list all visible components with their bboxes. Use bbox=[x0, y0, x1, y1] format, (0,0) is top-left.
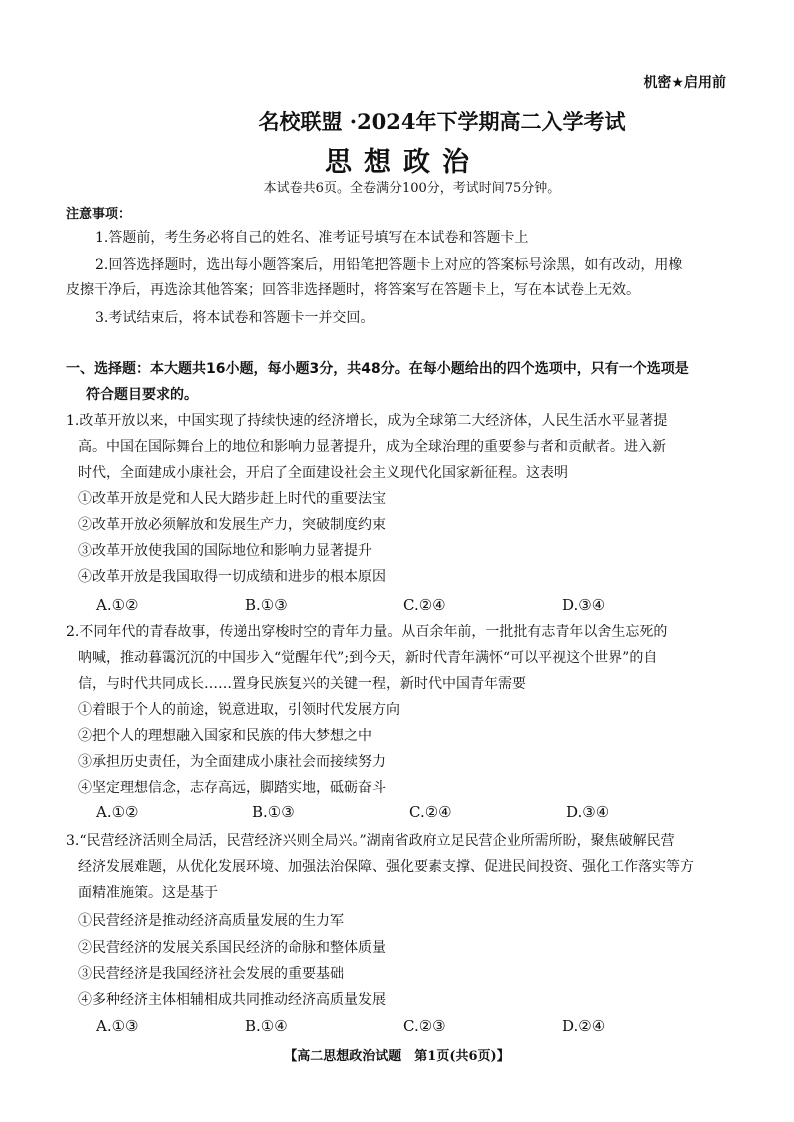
option-c[interactable]: C.②④ bbox=[409, 803, 452, 821]
option-c[interactable]: C.②④ bbox=[403, 596, 446, 614]
option-c[interactable]: C.②③ bbox=[403, 1017, 446, 1035]
notice-item: 3.考试结束后，将本试卷和答题卡一并交回。 bbox=[95, 310, 375, 326]
option-b[interactable]: B.①③ bbox=[252, 803, 295, 821]
confidential-label: 机密★启用前 bbox=[643, 75, 726, 91]
option-b[interactable]: B.①④ bbox=[245, 1017, 288, 1035]
question-stem: 3.“民营经济活则全局活，民营经济兴则全局兴。”湖南省政府立足民营企业所需所盼，聚焦破解民营 bbox=[66, 833, 675, 849]
statement: ②把个人的理想融入国家和民族的伟大梦想之中 bbox=[78, 728, 372, 744]
option-a[interactable]: A.①② bbox=[96, 803, 139, 821]
question-stem: 时代，全面建成小康社会，开启了全面建设社会主义现代化国家新征程。这表明 bbox=[78, 465, 568, 481]
statement: ④坚定理想信念，志存高远，脚踏实地，砥砺奋斗 bbox=[78, 780, 386, 796]
option-d[interactable]: D.③④ bbox=[566, 803, 610, 821]
question-stem: 2.不同年代的青春故事，传递出穿梭时空的青年力量。从百余年前，一批批有志青年以舍生忘死的 bbox=[66, 624, 668, 640]
notice-item: 皮擦干净后，再选涂其他答案；回答非选择题时，将答案写在答题卡上，写在本试卷上无效。 bbox=[66, 282, 640, 298]
question-stem: 呐喊，推动暮霭沉沉的中国步入“觉醒年代”;到今天，新时代青年满怀“可以平视这个世界”的自 bbox=[78, 650, 658, 666]
subject-title: 思想政治 bbox=[325, 147, 481, 178]
statement: ③承担历史责任，为全面建成小康社会而接续努力 bbox=[78, 754, 386, 770]
question-stem: 信，与时代共同成长……置身民族复兴的关键一程，新时代中国青年需要 bbox=[78, 676, 526, 692]
statement: ④改革开放是我国取得一切成绩和进步的根本原因 bbox=[78, 569, 386, 585]
statement: ③民营经济是我国经济社会发展的重要基础 bbox=[78, 966, 344, 982]
statement: ①民营经济是推动经济高质量发展的生力军 bbox=[78, 913, 344, 929]
notice-item: 2.回答选择题时，选出每小题答案后，用铅笔把答题卡上对应的答案标号涂黑，如有改动，用橡 bbox=[95, 257, 683, 273]
option-d[interactable]: D.②④ bbox=[562, 1017, 606, 1035]
option-a[interactable]: A.①② bbox=[96, 596, 139, 614]
statement: ③改革开放使我国的国际地位和影响力显著提升 bbox=[78, 543, 372, 559]
section-heading: 一、选择题：本大题共16小题，每小题3分，共48分。在每小题给出的四个选项中，只有一个选项是 bbox=[66, 361, 689, 377]
statement: ④多种经济主体相辅相成共同推动经济高质量发展 bbox=[78, 992, 386, 1008]
option-d[interactable]: D.③④ bbox=[562, 596, 606, 614]
option-a[interactable]: A.①③ bbox=[96, 1017, 139, 1035]
exam-meta: 本试卷共6页。全卷满分100分，考试时间75分钟。 bbox=[263, 181, 561, 196]
exam-title: 名校联盟 ·2024年下学期高二入学考试 bbox=[258, 109, 626, 134]
statement: ①着眼于个人的前途，锐意进取，引领时代发展方向 bbox=[78, 702, 400, 718]
question-stem: 高。中国在国际舞台上的地位和影响力显著提升，成为全球治理的重要参与者和贡献者。进入新 bbox=[78, 439, 666, 455]
question-stem: 经济发展难题，从优化发展环境、加强法治保障、强化要素支撑、促进民间投资、强化工作落实等方 bbox=[78, 859, 694, 875]
statement: ①改革开放是党和人民大踏步赶上时代的重要法宝 bbox=[78, 491, 386, 507]
notice-title: 注意事项： bbox=[66, 207, 132, 222]
statement: ②改革开放必须解放和发展生产力，突破制度约束 bbox=[78, 517, 386, 533]
page-footer: 【高二思想政治试题 第1页(共6页)】 bbox=[284, 1049, 510, 1064]
notice-item: 1.答题前，考生务必将自己的姓名、准考证号填写在本试卷和答题卡上 bbox=[95, 230, 529, 246]
question-stem: 面精准施策。这是基于 bbox=[78, 885, 218, 901]
section-heading-cont: 符合题目要求的。 bbox=[86, 387, 198, 403]
option-b[interactable]: B.①③ bbox=[245, 596, 288, 614]
statement: ②民营经济的发展关系国民经济的命脉和整体质量 bbox=[78, 940, 386, 956]
question-stem: 1.改革开放以来，中国实现了持续快速的经济增长，成为全球第二大经济体，人民生活水平显著提 bbox=[66, 413, 668, 429]
